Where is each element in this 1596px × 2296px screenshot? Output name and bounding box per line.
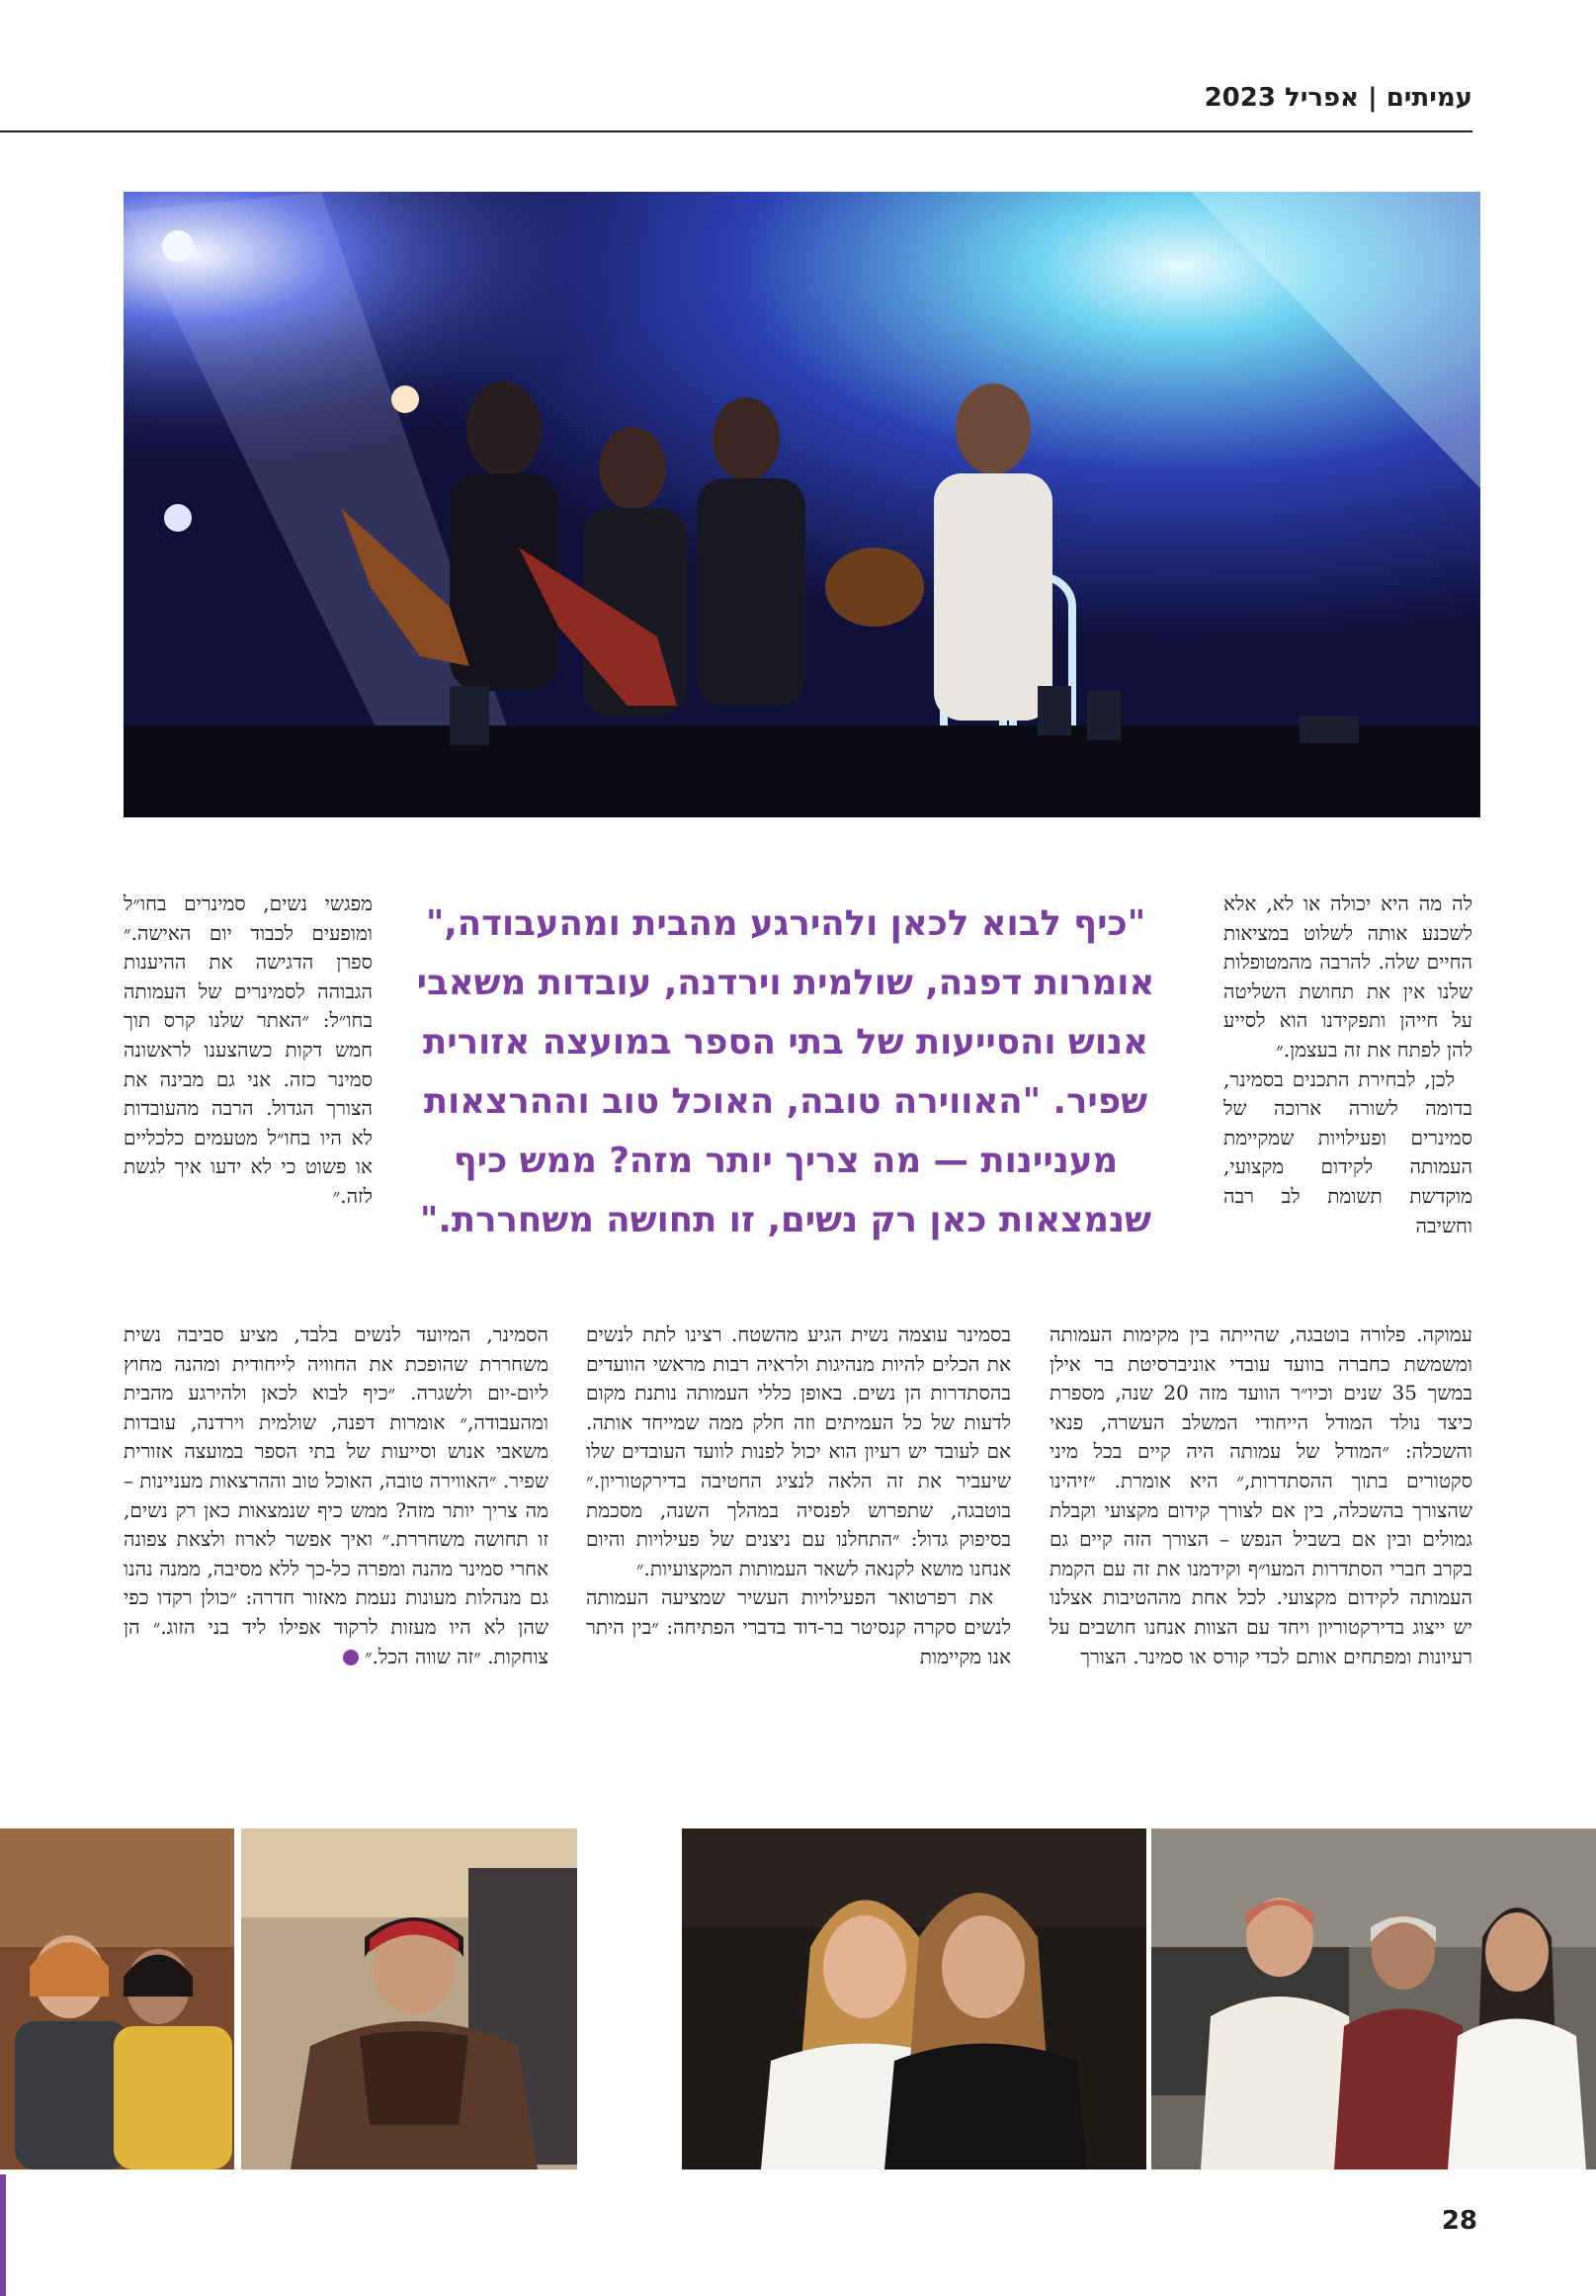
article-end-mark <box>343 1650 359 1665</box>
paragraph: את רפרטואר הפעילויות העשיר שמציעה העמותה לנשים סקרה קנסיטר בר-דוד בדברי הפתיחה: ״בין היתר אנו מקיימות <box>586 1585 1011 1668</box>
paragraph: לה מה היא יכולה או לא, אלא לשכנע אותה לשלוט במציאות החיים שלה. להרבה מהמטופלות שלנו אין את תחושת השליטה על חייהן ותפקידנו הוא לסייע להן לפתח את זה בעצמן.״ <box>1223 892 1472 1062</box>
pull-quote: "כיף לבוא לכאן ולהירגע מהבית ומהעבודה," אומרות דפנה, שולמית וירדנה, עובדות משאבי אנוש והסייעות של בתי הספר במועצה אזורית שפיר. "האווירה טובה, האוכל טוב וההרצאות מעניינות — מה צריך יותר מזה? ממש כיף שנמצאות כאן רק נשים, זו תחושה משחררת." <box>416 903 1155 1240</box>
concert-stage-photo <box>124 192 1480 817</box>
column-left-top <box>124 890 373 1315</box>
paragraph: עמוקה. פלורה בוטבגה, שהייתה בין מקימות העמותה ומשמשת כחברה בוועד עובדי אוניברסיטת בר אילן במשך 35 שנים וכיו״ר הוועד מזה 20 שנה, מספרת כיצד נולד המודל הייחודי המשלב העשרה, פנאי והשכלה: ״המודל של עמותה היה קיים בכל מיני סקטורים בתוך ההסתדרות,״ היא אומרת. ״זיהינו שהצורך בהשכלה, בין אם לצורך קידום מקצועי וקבלת גמולים ובין אם בשביל הנפש – הצורך הזה קיים גם בקרב חברי הסתדרות המעו״ף וקידמנו את זה עם הקמת העמותה לקידום מקצועי. לכל אחת מההטיבות אצלנו יש ייצוג בדירקטוריון ויחד עם הצוות אנחנו חושבים על רעיונות ומפתחים אותם לכדי קורס או סמינר. הצורך <box>1050 1322 1472 1668</box>
two-women-photo <box>682 1828 1146 2169</box>
section-title: עמיתים | אפריל 2023 <box>1204 83 1472 113</box>
page-header <box>0 79 1472 132</box>
column-middle-bottom <box>586 1320 1011 1790</box>
photo-illustration <box>682 1828 1146 2169</box>
paragraph: לכן, לבחירת התכנים בסמינר, בדומה לשורה ארוכה של סמינרים ופעילויות שמקיימת העמותה לקידום מקצועי, מוקדשת תשומת לב רבה וחשיבה <box>1223 1066 1472 1237</box>
accent-bar <box>0 2174 6 2296</box>
column-left-bottom <box>124 1320 548 1790</box>
concert-stage-illustration <box>124 192 1480 817</box>
women-group-photo-1 <box>0 1828 234 2169</box>
column-right-bottom <box>1050 1320 1472 1790</box>
photo-illustration <box>241 1828 577 2169</box>
woman-with-scarf-photo <box>241 1828 577 2169</box>
three-women-photo <box>1151 1828 1596 2169</box>
column-right-top <box>1223 890 1472 1315</box>
paragraph: בסמינר עוצמה נשית הגיע מהשטח. רצינו לתת לנשים את הכלים להיות מנהיגות ולראיה רבות מראשי הוועדים בהסתדרות הן נשים. באופן כללי העמותה נותנת מקום לדעות של כל העמיתים וזה חלק ממה שמייחד אותה. אם לעובד יש רעיון הוא יכול לפנות לוועד העובדים שלו שיעביר את זה הלאה לנציג החטיבה בדירקטוריון.״ בוטבגה, שתפרוש לפנסיה במהלך השנה, מסכמת בסיפוק גדול: ״התחלנו עם ניצנים של פעילויות והיום אנחנו מושא לקנאה לשאר העמותות המקצועיות.״ <box>586 1322 1012 1580</box>
photo-illustration <box>0 1828 234 2169</box>
page-number: 28 <box>1441 2206 1477 2236</box>
paragraph: מפגשי נשים, סמינרים בחו״ל ומופעים לכבוד יום האישה.״ ספרן הדגישה את ההיענות הגבוהה לסמינרים של העמותה בחו״ל: ״האתר שלנו קרס תוך חמש דקות כשהצענו לראשונה סמינר כזה. אני גם מבינה את הצורך הגדול. הרבה מהעובדות לא היו בחו״ל מטעמים כלכליים או פשוט כי לא ידעו איך לגשת לזה.״ <box>124 892 373 1208</box>
paragraph <box>124 1320 548 1671</box>
photo-illustration <box>1151 1828 1596 2169</box>
paragraph-text: הסמינר, המיועד לנשים בלבד, מציע סביבה נשית משחררת שהופכת את החוויה לייחודית ומהנה מחוץ ליום-יום ולשגרה. ״כיף לבוא לכאן ולהירגע מהבית ומהעבודה,״ אומרות דפנה, שולמית וירדנה, עובדות משאבי אנוש וסייעות של בתי הספר במועצה אזורית שפיר. ״האווירה טובה, האוכל טוב וההרצאות מעניינות – מה צריך יותר מזה? ממש כיף שנמצאות כאן רק נשים, זו תחושה משחררת.״ ואיך אפשר לארוז ולצאת צפונה אחרי סמינר מהנה ומפרה כל-כך ללא מסיבה, ממנה נהנו גם מנהלות מעונות נעמת מאזור חדרה: ״כולן רקדו כפי שהן לא היו מעזות לרקוד אפילו ליד בני הזוג.״ הן צוחקות. ״זה שווה הכל.״ <box>124 1322 548 1668</box>
